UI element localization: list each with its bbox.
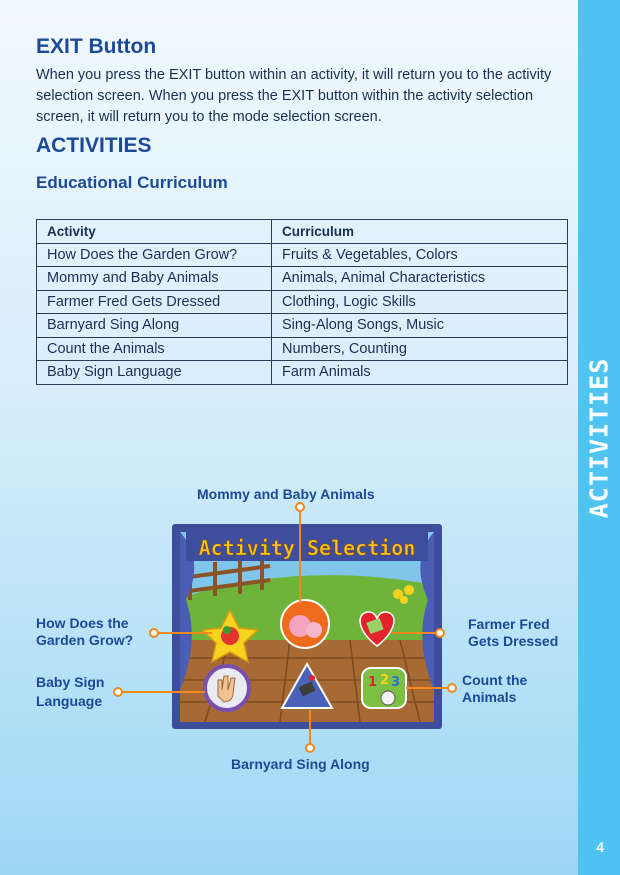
label-count-line1: Count the — [462, 672, 528, 688]
curriculum-cell: Clothing, Logic Skills — [272, 290, 568, 314]
curriculum-cell: Farm Animals — [272, 361, 568, 385]
label-mommy-baby-animals: Mommy and Baby Animals — [197, 486, 375, 502]
activity-cell: Baby Sign Language — [37, 361, 272, 385]
label-sign-line1: Baby Sign — [36, 674, 105, 690]
curriculum-cell: Fruits & Vegetables, Colors — [272, 243, 568, 267]
label-count-animals — [462, 672, 527, 706]
label-count-line2: Animals — [462, 689, 517, 705]
activity-cell: How Does the Garden Grow? — [37, 243, 272, 267]
exit-button-heading: EXIT Button — [36, 35, 157, 58]
label-garden-line2: Garden Grow? — [36, 632, 134, 648]
music-note-icon — [309, 675, 315, 681]
curriculum-subheading: Educational Curriculum — [36, 173, 228, 192]
label-garden-grow — [36, 615, 133, 649]
curriculum-cell: Sing-Along Songs, Music — [272, 314, 568, 338]
exit-button-description: When you press the EXIT button within an activity, it will return you to the activity selection screen. When you press the EXIT button within the activity selection screen, it will return you to the mode selection screen. — [36, 67, 552, 125]
label-farmer-line2: Gets Dressed — [468, 633, 559, 649]
count-digit-1: 1 — [368, 675, 378, 690]
leaf-icon — [223, 626, 231, 634]
page-number: 4 — [596, 839, 604, 855]
count-digit-2: 2 — [380, 673, 390, 688]
curriculum-cell: Numbers, Counting — [272, 337, 568, 361]
column-header-curriculum: Curriculum — [272, 220, 568, 244]
animal-icon — [381, 691, 395, 705]
piglet-icon — [306, 622, 322, 638]
activities-heading: ACTIVITIES — [36, 134, 152, 157]
count-digit-3: 3 — [391, 675, 401, 690]
curriculum-cell: Animals, Animal Characteristics — [272, 267, 568, 291]
sidebar-section-label: ACTIVITIES — [584, 357, 614, 519]
activity-cell: Mommy and Baby Animals — [37, 267, 272, 291]
column-header-activity: Activity — [37, 220, 272, 244]
activity-cell: Barnyard Sing Along — [37, 314, 272, 338]
label-baby-sign — [36, 673, 104, 711]
label-garden-line1: How Does the — [36, 615, 129, 631]
section-sidebar — [578, 0, 620, 875]
activity-cell: Count the Animals — [37, 337, 272, 361]
label-farmer-fred — [468, 616, 558, 650]
activity-cell: Farmer Fred Gets Dressed — [37, 290, 272, 314]
screen-title: Activity Selection — [198, 536, 416, 560]
label-farmer-line1: Farmer Fred — [468, 616, 550, 632]
label-barnyard-sing: Barnyard Sing Along — [231, 756, 370, 772]
label-sign-line2: Language — [36, 693, 103, 709]
